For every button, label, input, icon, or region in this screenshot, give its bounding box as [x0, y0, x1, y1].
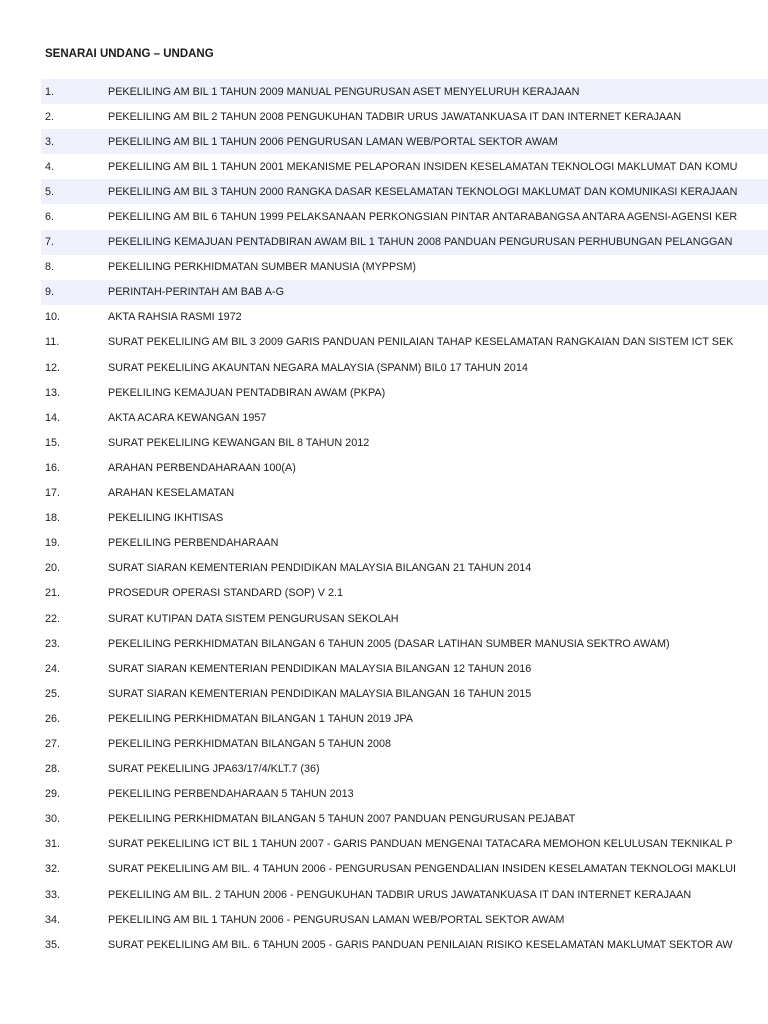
list-item: [41, 581, 768, 606]
list-item: [41, 305, 768, 330]
list-item-text: SURAT SIARAN KEMENTERIAN PENDIDIKAN MALAYSIA BILANGAN 16 TAHUN 2015: [108, 687, 532, 700]
list-item-number: 18.: [45, 512, 61, 525]
list-item: [41, 380, 768, 405]
list-item: [41, 531, 768, 556]
list-item-number: 31.: [45, 838, 61, 851]
list-item-number: 17.: [45, 487, 61, 500]
list-item-number: 29.: [45, 788, 61, 801]
list-item-text: PEKELILING AM BIL 3 TAHUN 2000 RANGKA DASAR KESELAMATAN TEKNOLOGI MAKLUMAT DAN KOMUNIKASI KERAJAAN: [108, 185, 738, 198]
list-item-text: PEKELILING KEMAJUAN PENTADBIRAN AWAM (PKPA): [108, 386, 386, 399]
list-item: [41, 179, 768, 204]
list-item-number: 7.: [45, 236, 55, 249]
list-item-text: PEKELILING AM BIL 6 TAHUN 1999 PELAKSANAAN PERKONGSIAN PINTAR ANTARABANGSA ANTARA AGENSI-AGENSI KER: [108, 211, 738, 224]
list-item-text: PEKELILING PERKHIDMATAN BILANGAN 5 TAHUN 2008: [108, 737, 392, 750]
list-item: [41, 330, 768, 355]
list-item-number: 6.: [45, 211, 55, 224]
document-title: SENARAI UNDANG – UNDANG: [45, 48, 214, 60]
list-item: [41, 932, 768, 957]
list-item: [41, 455, 768, 480]
list-item-text: ARAHAN KESELAMATAN: [108, 487, 235, 500]
list-item: [41, 656, 768, 681]
list-item: [41, 79, 768, 104]
list-item-number: 16.: [45, 461, 61, 474]
list-item: [41, 556, 768, 581]
list-item-number: 28.: [45, 763, 61, 776]
list-item-text: PEKELILING AM BIL 1 TAHUN 2006 PENGURUSAN LAMAN WEB/PORTAL SEKTOR AWAM: [108, 135, 558, 148]
list-item-text: AKTA RAHSIA RASMI 1972: [108, 311, 242, 324]
list-item-number: 20.: [45, 562, 61, 575]
list-item-text: SURAT KUTIPAN DATA SISTEM PENGURUSAN SEKOLAH: [108, 612, 399, 625]
list-item-text: PEKELILING AM BIL 1 TAHUN 2006 - PENGURUSAN LAMAN WEB/PORTAL SEKTOR AWAM: [108, 913, 565, 926]
list-item: [41, 706, 768, 731]
list-item-text: PEKELILING AM BIL. 2 TAHUN 2006 - PENGUKUHAN TADBIR URUS JAWATANKUASA IT DAN INTERNET KERAJAAN: [108, 888, 692, 901]
list-item-number: 11.: [45, 336, 60, 349]
list-item: [41, 631, 768, 656]
list-item-number: 24.: [45, 662, 61, 675]
list-item-number: 4.: [45, 160, 55, 173]
law-list: [41, 79, 768, 957]
list-item-text: PERINTAH-PERINTAH AM BAB A-G: [108, 286, 284, 299]
list-item-text: AKTA ACARA KEWANGAN 1957: [108, 411, 267, 424]
list-item-number: 27.: [45, 737, 61, 750]
list-item-text: SURAT PEKELILING AM BIL 3 2009 GARIS PANDUAN PENILAIAN TAHAP KESELAMATAN RANGKAIAN DAN SISTEM ICT SEK: [108, 336, 734, 349]
list-item-text: SURAT PEKELILING ICT BIL 1 TAHUN 2007 - GARIS PANDUAN MENGENAI TATACARA MEMOHON KELULUSAN TEKNIKAL P: [108, 838, 733, 851]
list-item-number: 35.: [45, 938, 61, 951]
list-item: [41, 280, 768, 305]
list-item-number: 2.: [45, 110, 55, 123]
list-item-text: SURAT PEKELILING AM BIL. 4 TAHUN 2006 - PENGURUSAN PENGENDALIAN INSIDEN KESELAMATAN TEKNOLOGI MAKLUI: [108, 863, 736, 876]
list-item: [41, 681, 768, 706]
list-item: [41, 907, 768, 932]
list-item-text: SURAT PEKELILING KEWANGAN BIL 8 TAHUN 2012: [108, 436, 370, 449]
list-item-number: 13.: [45, 386, 61, 399]
list-item: [41, 882, 768, 907]
list-item-text: PEKELILING AM BIL 1 TAHUN 2009 MANUAL PENGURUSAN ASET MENYELURUH KERAJAAN: [108, 85, 580, 98]
list-item-text: SURAT SIARAN KEMENTERIAN PENDIDIKAN MALAYSIA BILANGAN 21 TAHUN 2014: [108, 562, 532, 575]
list-item: [41, 832, 768, 857]
list-item-text: PEKELILING PERBENDAHARAAN: [108, 537, 279, 550]
list-item-text: PEKELILING IKHTISAS: [108, 512, 224, 525]
list-item-text: PEKELILING AM BIL 2 TAHUN 2008 PENGUKUHAN TADBIR URUS JAWATANKUASA IT DAN INTERNET KERAJAAN: [108, 110, 682, 123]
list-item-number: 32.: [45, 863, 61, 876]
list-item: [41, 506, 768, 531]
list-item: [41, 154, 768, 179]
list-item-number: 9.: [45, 286, 55, 299]
list-item-number: 21.: [45, 587, 61, 600]
list-item-number: 10.: [45, 311, 61, 324]
list-item-text: SURAT PEKELILING AKAUNTAN NEGARA MALAYSIA (SPANM) BIL0 17 TAHUN 2014: [108, 361, 528, 374]
list-item: [41, 129, 768, 154]
list-item-text: SURAT PEKELILING AM BIL. 6 TAHUN 2005 - GARIS PANDUAN PENILAIAN RISIKO KESELAMATAN MAKLUMAT SEKTOR AW: [108, 938, 733, 951]
list-item: [41, 857, 768, 882]
list-item: [41, 204, 768, 229]
list-item-number: 30.: [45, 813, 61, 826]
list-item-text: PEKELILING PERBENDAHARAAN 5 TAHUN 2013: [108, 788, 354, 801]
list-item-number: 5.: [45, 185, 55, 198]
list-item: [41, 731, 768, 756]
list-item: [41, 757, 768, 782]
list-item-number: 1.: [45, 85, 55, 98]
list-item-text: PEKELILING KEMAJUAN PENTADBIRAN AWAM BIL 1 TAHUN 2008 PANDUAN PENGURUSAN PERHUBUNGAN PELANGGAN: [108, 236, 733, 249]
list-item-number: 15.: [45, 436, 61, 449]
list-item-text: PROSEDUR OPERASI STANDARD (SOP) V 2.1: [108, 587, 343, 600]
list-item-number: 19.: [45, 537, 61, 550]
list-item-number: 34.: [45, 913, 61, 926]
list-item-text: PEKELILING PERKHIDMATAN BILANGAN 5 TAHUN 2007 PANDUAN PENGURUSAN PEJABAT: [108, 813, 576, 826]
list-item: [41, 782, 768, 807]
list-item: [41, 355, 768, 380]
list-item: [41, 405, 768, 430]
list-item-number: 14.: [45, 411, 61, 424]
list-item-number: 22.: [45, 612, 61, 625]
list-item-text: SURAT SIARAN KEMENTERIAN PENDIDIKAN MALAYSIA BILANGAN 12 TAHUN 2016: [108, 662, 532, 675]
list-item: [41, 104, 768, 129]
list-item-number: 26.: [45, 712, 61, 725]
list-item: [41, 481, 768, 506]
list-item: [41, 430, 768, 455]
list-item-text: PEKELILING PERKHIDMATAN SUMBER MANUSIA (MYPPSM): [108, 261, 416, 274]
list-item-number: 8.: [45, 261, 55, 274]
list-item: [41, 807, 768, 832]
list-item-text: PEKELILING AM BIL 1 TAHUN 2001 MEKANISME PELAPORAN INSIDEN KESELAMATAN TEKNOLOGI MAKLUMAT DAN KOMU: [108, 160, 738, 173]
list-item: [41, 255, 768, 280]
list-item-text: PEKELILING PERKHIDMATAN BILANGAN 6 TAHUN 2005 (DASAR LATIHAN SUMBER MANUSIA SEKTRO AWAM): [108, 637, 670, 650]
list-item-text: ARAHAN PERBENDAHARAAN 100(A): [108, 461, 296, 474]
list-item-number: 12.: [45, 361, 61, 374]
list-item: [41, 230, 768, 255]
list-item: [41, 606, 768, 631]
list-item-number: 23.: [45, 637, 61, 650]
list-item-number: 25.: [45, 687, 61, 700]
list-item-text: PEKELILING PERKHIDMATAN BILANGAN 1 TAHUN 2019 JPA: [108, 712, 414, 725]
list-item-number: 33.: [45, 888, 61, 901]
list-item-number: 3.: [45, 135, 55, 148]
list-item-text: SURAT PEKELILING JPA63/17/4/KLT.7 (36): [108, 763, 320, 776]
